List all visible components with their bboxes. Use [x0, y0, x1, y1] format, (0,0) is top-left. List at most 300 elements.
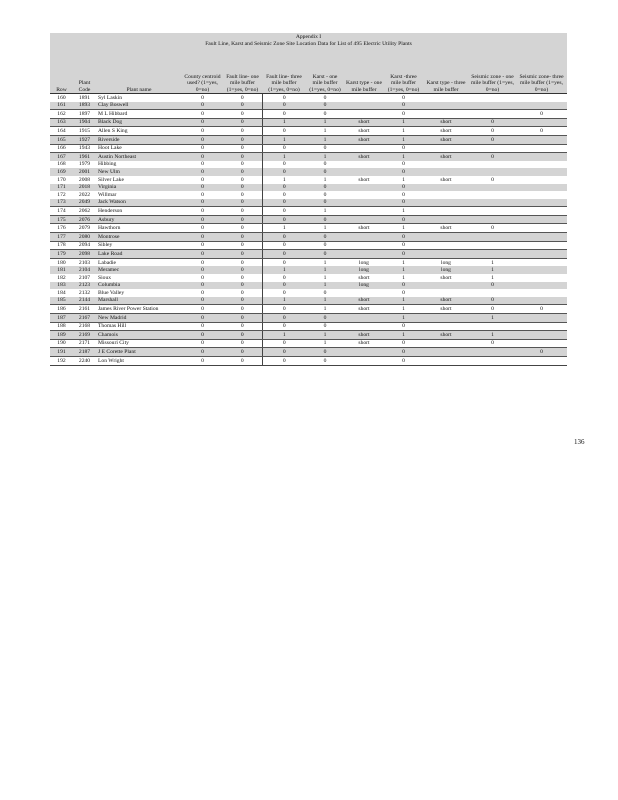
table-cell: 0 — [384, 168, 423, 176]
table-cell: 0 — [240, 161, 244, 168]
table-cell: 1 — [402, 176, 405, 183]
table-cell: 0 — [402, 289, 405, 296]
table-cell: 1 — [384, 297, 423, 305]
table-cell: 0 — [384, 199, 423, 207]
table-cell: Allen S King — [96, 127, 182, 136]
table-row — [50, 266, 567, 274]
table-cell: Virginia — [96, 184, 182, 192]
table-cell: 165 — [50, 135, 73, 144]
table-cell: 0 — [384, 215, 423, 224]
table-cell — [516, 176, 567, 184]
table-cell — [469, 168, 516, 176]
table-cell: 0 — [223, 266, 262, 274]
table-cell — [469, 215, 516, 224]
column-header: Karst type - three mile buffer — [423, 49, 469, 94]
table-cell — [516, 215, 567, 224]
table-cell: 184 — [57, 289, 66, 296]
table-cell: 1 — [262, 266, 306, 274]
table-cell: 1 — [384, 127, 423, 136]
table-cell: 0 — [182, 266, 223, 274]
table-cell: 0 — [223, 144, 262, 153]
table-cell: 1 — [384, 207, 423, 216]
table-row — [50, 224, 567, 233]
table-cell: 0 — [201, 259, 204, 266]
table-row — [50, 331, 567, 340]
table-row — [50, 215, 567, 224]
table-cell: 0 — [306, 250, 344, 259]
table-cell: 173 — [50, 199, 73, 207]
table-cell — [344, 289, 384, 297]
table-cell: 188 — [50, 322, 73, 331]
table-cell: 1 — [323, 176, 327, 183]
table-cell: 0 — [201, 191, 204, 198]
table-cell: 2240 — [73, 356, 96, 365]
table-cell: 1 — [469, 314, 516, 323]
table-cell: short — [344, 153, 384, 161]
table-cell — [423, 282, 469, 290]
table-cell — [344, 184, 384, 192]
table-cell: Montrose — [96, 233, 182, 242]
table-cell: 0 — [262, 289, 306, 297]
table-cell: 0 — [262, 207, 306, 216]
title-line-2: Fault Line, Karst and Seismic Zone Site Location Data for List of 495 Electric Utility Plants — [205, 40, 412, 47]
table-cell — [344, 168, 384, 176]
table-cell — [516, 331, 567, 340]
table-cell: 0 — [201, 176, 204, 183]
table-cell: 1 — [306, 282, 344, 290]
table-cell — [423, 241, 469, 250]
table-cell: 1 — [384, 305, 423, 314]
table-cell: 0 — [262, 322, 306, 331]
table-cell: 0 — [262, 250, 306, 259]
table-cell: 1 — [384, 331, 423, 340]
table-row — [50, 241, 567, 250]
table-cell — [516, 184, 567, 192]
table-cell: 0 — [262, 348, 306, 357]
table-cell: 181 — [50, 266, 73, 274]
table-cell — [516, 266, 567, 274]
column-header: Plant Code — [73, 49, 96, 94]
table-cell: 176 — [50, 224, 73, 233]
table-row — [50, 93, 567, 101]
table-cell — [516, 93, 567, 101]
table-cell: 0 — [262, 339, 306, 348]
table-cell — [516, 153, 567, 161]
table-cell: 0 — [262, 282, 306, 290]
table-cell: 1 — [384, 153, 423, 161]
table-cell: 171 — [50, 184, 73, 192]
table-cell: 160 — [57, 94, 66, 101]
table-cell: 1 — [384, 224, 423, 233]
table-cell — [423, 339, 469, 348]
table-cell: 1 — [306, 118, 344, 127]
table-cell: 0 — [306, 144, 344, 153]
table-cell: 2094 — [73, 241, 96, 250]
table-cell: James River Power Station — [96, 305, 182, 314]
table-cell: 0 — [182, 224, 223, 233]
table-cell: short — [344, 305, 384, 314]
table-cell: New Madrid — [96, 314, 182, 323]
table-cell: 0 — [384, 144, 423, 153]
table-cell: 0 — [223, 322, 262, 331]
table-cell: short — [344, 224, 384, 233]
table-cell: 1961 — [73, 153, 96, 161]
table-cell — [516, 282, 567, 290]
table-cell — [469, 322, 516, 331]
table-cell: 0 — [223, 250, 262, 259]
table-cell: 0 — [262, 258, 306, 266]
table-cell: M L Hibbard — [96, 110, 182, 119]
table-cell: 0 — [306, 199, 344, 207]
table-cell: 175 — [50, 215, 73, 224]
table-cell: 0 — [201, 274, 204, 281]
table-cell: 0 — [384, 233, 423, 242]
table-cell: 0 — [223, 356, 262, 365]
table-cell: 0 — [182, 331, 223, 340]
table-cell — [344, 356, 384, 365]
table-cell: 161 — [50, 102, 73, 110]
table-cell: 0 — [182, 168, 223, 176]
column-header: County centroid used? (1=yes, 0=no) — [182, 49, 223, 94]
table-cell: 0 — [306, 314, 344, 323]
column-header: Plant name — [96, 49, 182, 94]
table-cell: 2008 — [78, 176, 91, 183]
table-cell: 174 — [50, 207, 73, 216]
table-cell: 2144 — [73, 297, 96, 305]
table-cell: 0 — [182, 314, 223, 323]
table-cell: 0 — [223, 241, 262, 250]
table-cell — [469, 207, 516, 216]
table-cell: Hibbing — [98, 161, 117, 168]
table-cell: 2079 — [73, 224, 96, 233]
table-cell: short — [423, 331, 469, 340]
table-row — [50, 282, 567, 290]
table-row — [50, 153, 567, 161]
appendix-table — [50, 33, 567, 366]
table-cell: 0 — [384, 250, 423, 259]
table-cell: 0 — [306, 110, 344, 119]
table-cell: 0 — [384, 339, 423, 348]
table-cell: 164 — [50, 127, 73, 136]
table-cell: 0 — [262, 161, 306, 169]
table-cell — [516, 339, 567, 348]
table-cell: 186 — [50, 305, 73, 314]
table-row — [50, 199, 567, 207]
table-cell: 1 — [306, 207, 344, 216]
table-cell: short — [344, 339, 384, 348]
table-cell: 1 — [306, 266, 344, 274]
table-cell: short — [344, 118, 384, 127]
table-row — [50, 314, 567, 323]
table-cell: 0 — [182, 339, 223, 348]
table-cell: 0 — [323, 94, 327, 101]
table-cell: 1897 — [73, 110, 96, 119]
table-cell: 182 — [57, 274, 66, 281]
table-cell: 2107 — [78, 274, 91, 281]
table-cell: 0 — [262, 199, 306, 207]
column-header: Fault line- three mile buffer (1=yes, 0=no) — [262, 49, 306, 94]
table-cell: 1 — [384, 135, 423, 144]
table-cell: 0 — [306, 241, 344, 250]
table-cell: 0 — [223, 282, 262, 290]
table-cell — [516, 224, 567, 233]
table-cell: J E Corette Plant — [96, 348, 182, 357]
table-cell: Chamois — [96, 331, 182, 340]
table-cell: 1927 — [73, 135, 96, 144]
table-cell — [423, 184, 469, 192]
table-cell: 0 — [262, 241, 306, 250]
table-cell: short — [423, 305, 469, 314]
table-body — [50, 93, 567, 365]
table-cell: 1 — [306, 339, 344, 348]
table-cell: Hawthorn — [96, 224, 182, 233]
table-cell: 0 — [384, 184, 423, 192]
table-cell: Asbury — [96, 215, 182, 224]
table-cell: 0 — [306, 102, 344, 110]
table-cell — [344, 199, 384, 207]
table-cell: 1904 — [73, 118, 96, 127]
table-cell: 1943 — [73, 144, 96, 153]
table-row — [50, 289, 567, 297]
table-cell: Sibley — [96, 241, 182, 250]
table-cell: 0 — [223, 224, 262, 233]
table-cell: short — [423, 135, 469, 144]
table-cell: 168 — [57, 161, 66, 168]
table-cell: 2168 — [73, 322, 96, 331]
table-cell: 0 — [201, 161, 204, 168]
table-cell: 0 — [182, 305, 223, 314]
table-cell — [423, 250, 469, 259]
table-cell — [516, 144, 567, 153]
table-cell: 0 — [469, 127, 516, 136]
table-cell: 169 — [50, 168, 73, 176]
table-cell: 170 — [57, 176, 66, 183]
table-cell — [469, 93, 516, 101]
table-cell: 0 — [262, 127, 306, 136]
table-cell: 2187 — [73, 348, 96, 357]
table-cell: 2171 — [73, 339, 96, 348]
table-cell — [423, 93, 469, 101]
table-cell: Riverside — [96, 135, 182, 144]
table-cell: Henderson — [96, 207, 182, 216]
table-cell: short — [423, 297, 469, 305]
table-cell — [344, 207, 384, 216]
table-cell: 1 — [262, 224, 306, 233]
table-cell: 0 — [469, 118, 516, 127]
table-cell: Labadie — [98, 259, 117, 266]
table-cell: 0 — [262, 233, 306, 242]
table-cell — [516, 161, 567, 169]
table-cell: 1 — [306, 135, 344, 144]
table-cell: 1 — [262, 153, 306, 161]
table-row — [50, 207, 567, 216]
table-cell — [516, 191, 567, 199]
table-cell: 0 — [306, 168, 344, 176]
table-cell — [516, 233, 567, 242]
table-cell: 0 — [182, 356, 223, 365]
table-cell: 0 — [306, 184, 344, 192]
table-cell: long — [359, 259, 369, 266]
table-cell — [344, 233, 384, 242]
table-cell: Willmar — [98, 191, 117, 198]
table-cell: Austin Northeast — [96, 153, 182, 161]
table-cell — [344, 93, 384, 101]
table-cell — [516, 250, 567, 259]
table-cell: 1 — [262, 176, 306, 184]
table-cell: 1 — [306, 331, 344, 340]
table-cell: 0 — [384, 356, 423, 365]
table-cell: short — [423, 224, 469, 233]
table-cell: 185 — [50, 297, 73, 305]
table-cell — [469, 199, 516, 207]
table-cell — [516, 118, 567, 127]
table-row — [50, 102, 567, 110]
column-header: Karst - one mile buffer (1=yes, 0=no) — [306, 49, 344, 94]
table-cell: 0 — [306, 348, 344, 357]
table-cell — [516, 356, 567, 365]
table-cell: 0 — [223, 102, 262, 110]
table-cell — [516, 168, 567, 176]
table-cell — [516, 314, 567, 323]
table-cell: 177 — [50, 233, 73, 242]
table-row — [50, 258, 567, 266]
table-cell: 0 — [262, 191, 306, 199]
table-cell: 0 — [182, 102, 223, 110]
table-cell: short — [344, 127, 384, 136]
table-cell: Columbia — [96, 282, 182, 290]
table-cell — [344, 144, 384, 153]
table-cell — [516, 135, 567, 144]
table-cell: 1979 — [78, 161, 91, 168]
table-cell: short — [358, 274, 370, 281]
table-cell: 0 — [223, 314, 262, 323]
table-cell: 2167 — [73, 314, 96, 323]
table-cell: Lake Road — [96, 250, 182, 259]
table-cell: 179 — [50, 250, 73, 259]
table-cell: 0 — [323, 289, 327, 296]
table-cell: 0 — [182, 207, 223, 216]
table-cell: 0 — [384, 348, 423, 357]
table-cell: 0 — [223, 348, 262, 357]
table-cell: Black Dog — [96, 118, 182, 127]
table-cell: 189 — [50, 331, 73, 340]
table-cell — [423, 289, 469, 297]
table-row — [50, 135, 567, 144]
table-cell: 1 — [262, 331, 306, 340]
table-row — [50, 144, 567, 153]
table-cell: 0 — [384, 110, 423, 119]
table-cell: 1 — [323, 274, 327, 281]
column-header: Karst type - one mile buffer — [344, 49, 384, 94]
table-cell: Lon Wright — [96, 356, 182, 365]
table-cell: 0 — [223, 207, 262, 216]
table-cell: 0 — [182, 153, 223, 161]
table-cell: 0 — [182, 250, 223, 259]
table-cell: 0 — [182, 118, 223, 127]
table-row — [50, 297, 567, 305]
table-cell — [469, 191, 516, 199]
table-cell — [423, 199, 469, 207]
table-cell: 1893 — [73, 102, 96, 110]
table-cell: 0 — [402, 94, 405, 101]
table-cell — [469, 241, 516, 250]
table-cell: 1 — [262, 118, 306, 127]
table-cell — [469, 348, 516, 357]
table-cell: 0 — [223, 118, 262, 127]
table-cell: 0 — [491, 176, 494, 183]
table-cell: 0 — [469, 297, 516, 305]
table-cell: 2169 — [73, 331, 96, 340]
table-cell — [423, 161, 469, 169]
table-cell — [423, 215, 469, 224]
table-cell: 0 — [306, 356, 344, 365]
table-cell: 0 — [306, 322, 344, 331]
table-cell: 1 — [402, 274, 405, 281]
table-cell — [344, 348, 384, 357]
table-cell: short — [358, 176, 370, 183]
table-cell: 0 — [384, 241, 423, 250]
table-cell: Clay Boswell — [96, 102, 182, 110]
table-cell: 0 — [223, 305, 262, 314]
table-row — [50, 191, 567, 199]
table-cell — [423, 233, 469, 242]
table-cell: 0 — [516, 305, 567, 314]
table-cell: 0 — [182, 297, 223, 305]
table-cell: 1 — [306, 153, 344, 161]
table-cell: 0 — [402, 191, 405, 198]
table-cell: 1 — [469, 331, 516, 340]
table-cell: 1 — [491, 274, 494, 281]
table-cell — [516, 241, 567, 250]
table-cell — [344, 322, 384, 331]
table-cell: 187 — [50, 314, 73, 323]
table-cell: 1 — [491, 259, 494, 266]
table-row — [50, 305, 567, 314]
table-cell — [344, 191, 384, 199]
table-row — [50, 168, 567, 176]
table-cell — [516, 207, 567, 216]
table-cell: 178 — [50, 241, 73, 250]
table-cell: Meramec — [96, 266, 182, 274]
table-cell: 0 — [516, 110, 567, 119]
table-cell: 0 — [516, 127, 567, 136]
table-cell: 2080 — [73, 233, 96, 242]
table-cell — [516, 297, 567, 305]
table-cell: short — [344, 135, 384, 144]
table-cell: 0 — [201, 289, 204, 296]
table-cell: 0 — [182, 215, 223, 224]
table-cell: 0 — [182, 144, 223, 153]
table-cell — [469, 233, 516, 242]
table-cell: 2098 — [73, 250, 96, 259]
table-row — [50, 110, 567, 119]
table-cell — [423, 356, 469, 365]
table-cell: 0 — [223, 297, 262, 305]
table-cell: Jack Watson — [96, 199, 182, 207]
table-cell: Silver Lake — [98, 176, 124, 183]
table-row — [50, 176, 567, 184]
column-header-row — [50, 49, 567, 94]
table-cell: 0 — [262, 184, 306, 192]
table-cell: 0 — [223, 135, 262, 144]
table-cell: 172 — [57, 191, 66, 198]
table-cell — [423, 314, 469, 323]
table-row — [50, 161, 567, 169]
table-cell: 2018 — [73, 184, 96, 192]
table-row — [50, 118, 567, 127]
table-cell: 0 — [469, 305, 516, 314]
table-cell: 0 — [240, 259, 244, 266]
